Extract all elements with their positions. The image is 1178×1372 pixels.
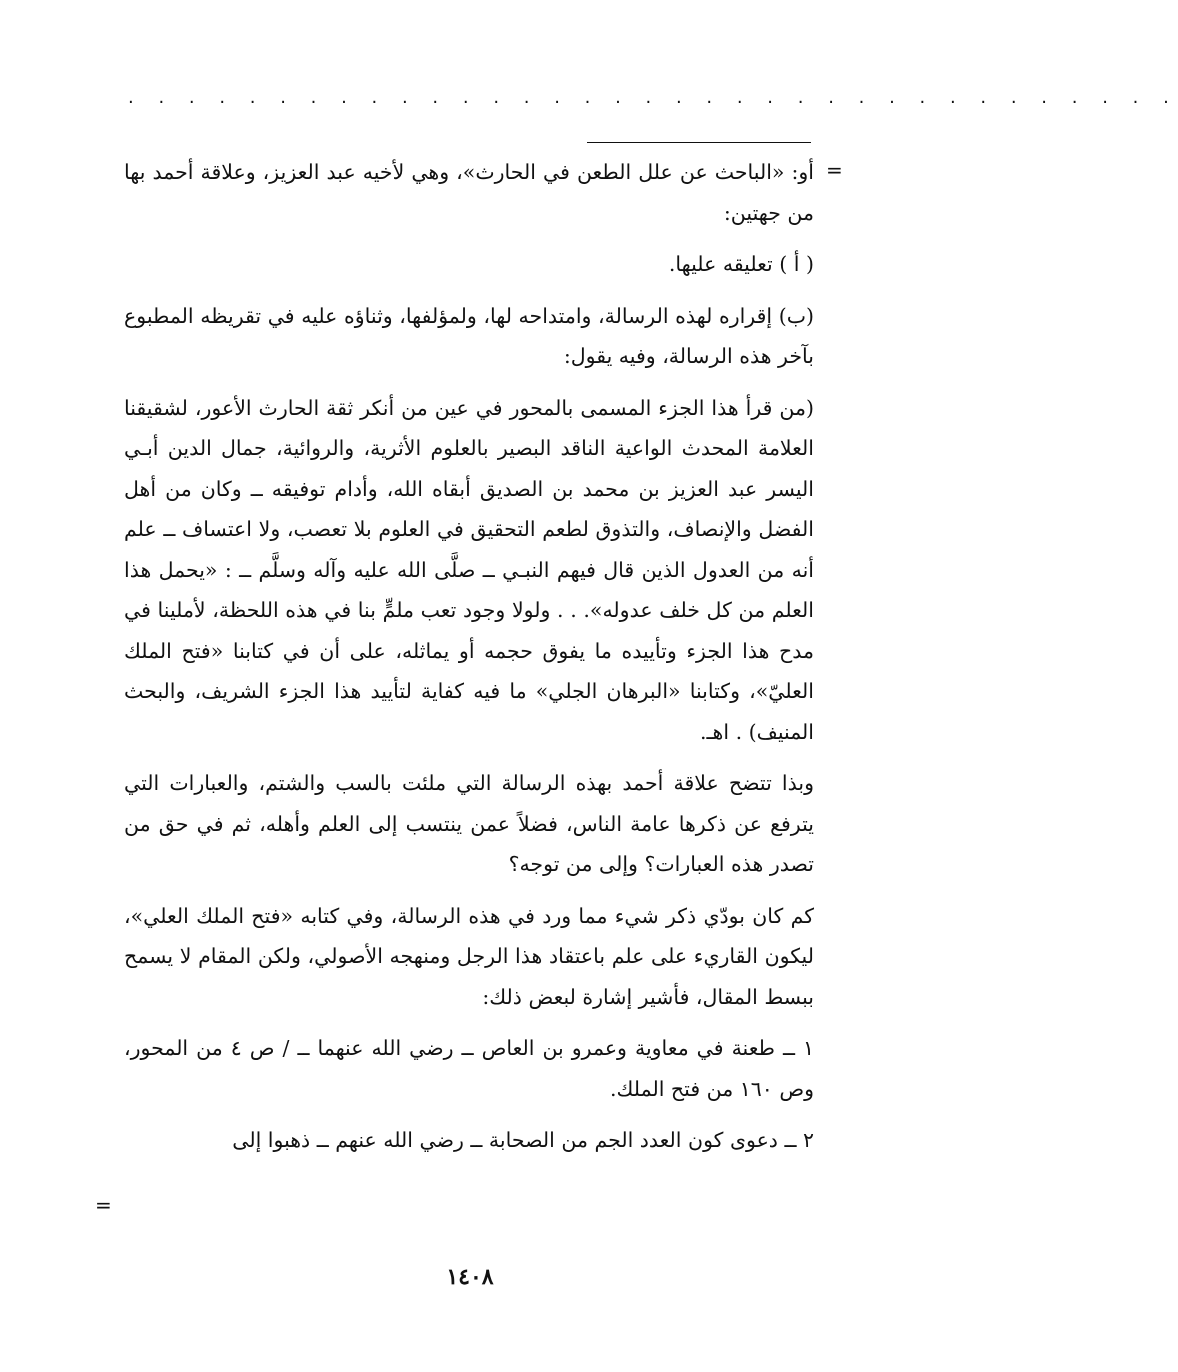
header-dotted-line: . . . . . . . . . . . . . . . . . . . . . . . . . . . . . . . . . . . bbox=[128, 87, 1178, 108]
paragraph-source-title: أو: «الباحث عن علل الطعن في الحارث»، وهي لأخيه عبد العزيز، وعلاقة أحمد بها من جهتين: bbox=[124, 160, 814, 225]
paragraph-item-a: ( أ ) تعليقه عليها. bbox=[668, 252, 814, 276]
paragraph-quotation: (من قرأ هذا الجزء المسمى بالمحور في عين من أنكر ثقة الحارث الأعور، لشقيقنا العلامة المحدث الواعية الناقد البصير بالعلوم الأثرية، والروائية، جمال الدين أبـي اليسر عبد العزيز بن محمد بن الصديق أبقاه الله، وأدام توفيقه ــ وكان من أهل الفضل والإنصاف، والتذوق لطعم التحقيق في العلوم بلا تعصب، ولا اعتساف ــ علم أنه من العدول الذين قال فيهم النبـي ــ صلَّى الله عليه وآله وسلَّم ــ : «يحمل هذا العلم من كل خلف عدوله». . . ولولا وجود تعب ملمٍّ بنا في هذه اللحظة، لأملينا في مدح هذا الجزء وتأييده ما يفوق حجمه أو يماثله، على أن في كتابنا «فتح الملك العليّ»، وكتابنا «البرهان الجلي» ما فيه كفاية لتأييد هذا الجزء الشريف، والبحث المنيف) . اهـ. bbox=[124, 395, 814, 744]
paragraph-item-b: (ب) إقراره لهذه الرسالة، وامتداحه لها، ولمؤلفها، وثناؤه عليه في تقريظه المطبوع بآخر هذه الرسالة، وفيه يقول: bbox=[124, 303, 814, 368]
continuation-mark-top: = bbox=[826, 158, 843, 182]
paragraph-intro-list: كم كان بودّي ذكر شيء مما ورد في هذه الرسالة، وفي كتابه «فتح الملك العلي»، ليكون القاريء على علم باعتقاد هذا الرجل ومنهجه الأصولي، ولكن المقام لا يسمح ببسط المقال، فأشير إشارة لبعض ذلك: bbox=[124, 903, 814, 1009]
list-item-2: ٢ ــ دعوى كون العدد الجم من الصحابة ــ رضي الله عنهم ــ ذهبوا إلى bbox=[232, 1128, 814, 1152]
list-item-1: ١ ــ طعنة في معاوية وعمرو بن العاص ــ رضي الله عنهما ــ / ص ٤ من المحور، وص ١٦٠ من فتح الملك. bbox=[124, 1036, 814, 1101]
continuation-mark-bottom: = bbox=[95, 1193, 112, 1217]
footnote-separator-rule bbox=[587, 142, 811, 143]
footnote-body bbox=[124, 152, 814, 1172]
page-number: ١٤٠٨ bbox=[446, 1264, 494, 1290]
paragraph-conclusion: وبذا تتضح علاقة أحمد بهذه الرسالة التي ملئت بالسب والشتم، والعبارات التي يترفع عن ذكرها عامة الناس، فضلاً عمن ينتسب إلى العلم وأهله، ثم في حق من تصدر هذه العبارات؟ وإلى من توجه؟ bbox=[124, 771, 814, 876]
